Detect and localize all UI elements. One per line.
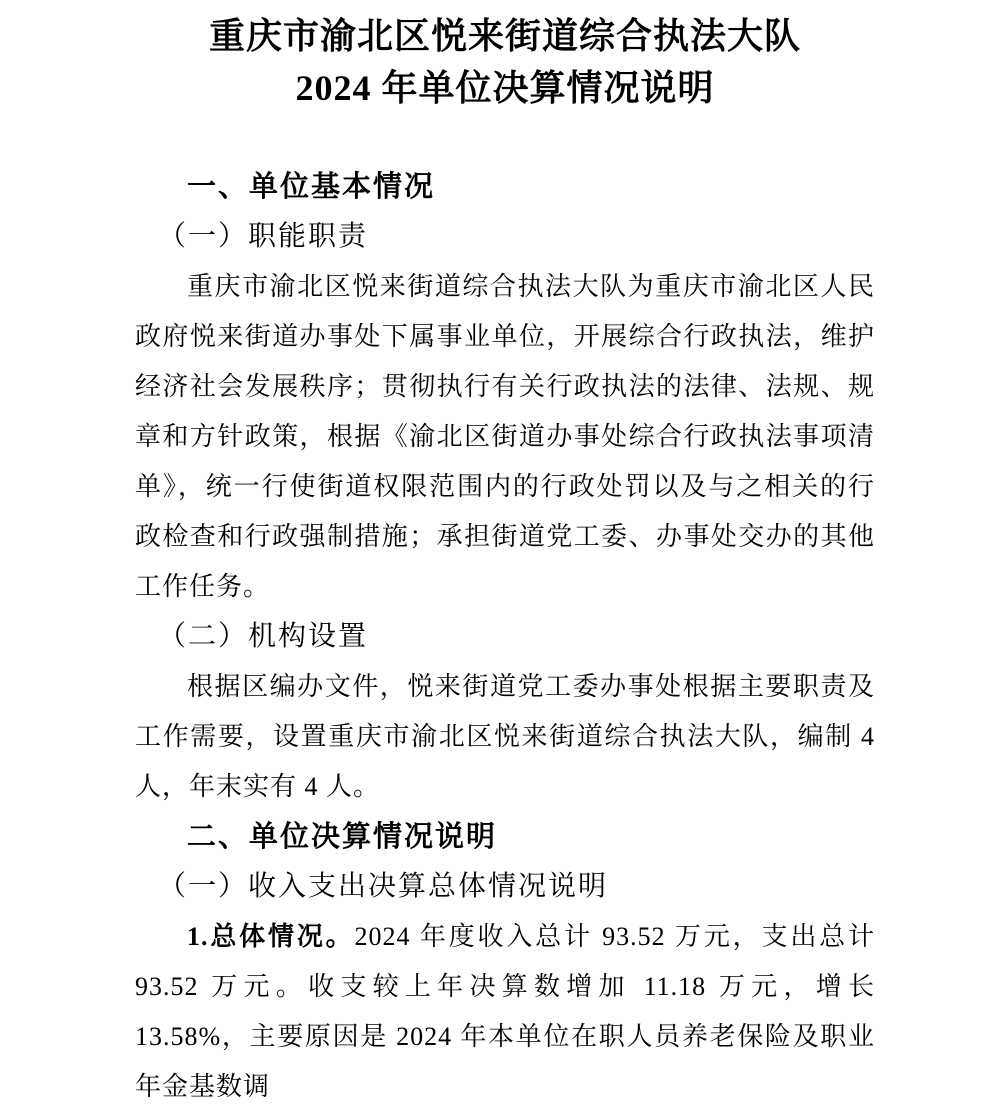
paragraph-overall-situation-lead: 1.总体情况。 xyxy=(187,922,355,951)
subsection-heading-income-expenditure: （一）收入支出决算总体情况说明 xyxy=(158,871,609,902)
document-title xyxy=(135,10,875,114)
section-heading-final-accounts: 二、单位决算情况说明 xyxy=(187,821,498,853)
document-title-line-1: 重庆市渝北区悦来街道综合执法大队 xyxy=(208,16,801,56)
subsection-heading-organization: （二）机构设置 xyxy=(158,621,369,652)
document-title-line-2: 2024 年单位决算情况说明 xyxy=(295,68,715,108)
document-body xyxy=(135,162,875,1112)
subsection-heading-functions: （一）职能职责 xyxy=(158,221,369,252)
paragraph-functions: 重庆市渝北区悦来街道综合执法大队为重庆市渝北区人民政府悦来街道办事处下属事业单位，开展综合行政执法，维护经济社会发展秩序；贯彻执行有关行政执法的法律、法规、规章和方针政策，根据《渝北区街道办事处综合行政执法事项清单》，统一行使街道权限范围内的行政处罚以及与之相关的行政检查和行政强制措施；承担街道党工委、办事处交办的其他工作任务。 xyxy=(135,272,875,601)
paragraph-organization: 根据区编办文件，悦来街道党工委办事处根据主要职责及工作需要，设置重庆市渝北区悦来街道综合执法大队，编制 4 人，年末实有 4 人。 xyxy=(135,672,875,801)
paragraph-overall-situation xyxy=(135,912,875,1112)
paragraph-overall-situation-text: 2024 年度收入总计 93.52 万元，支出总计 93.52 万元。收支较上年决算数增加 11.18 万元，增长 13.58%，主要原因是 2024 年本单位在职人员养老保险及职业年金基数调 xyxy=(135,922,875,1101)
section-heading-basic-info: 一、单位基本情况 xyxy=(187,171,436,203)
